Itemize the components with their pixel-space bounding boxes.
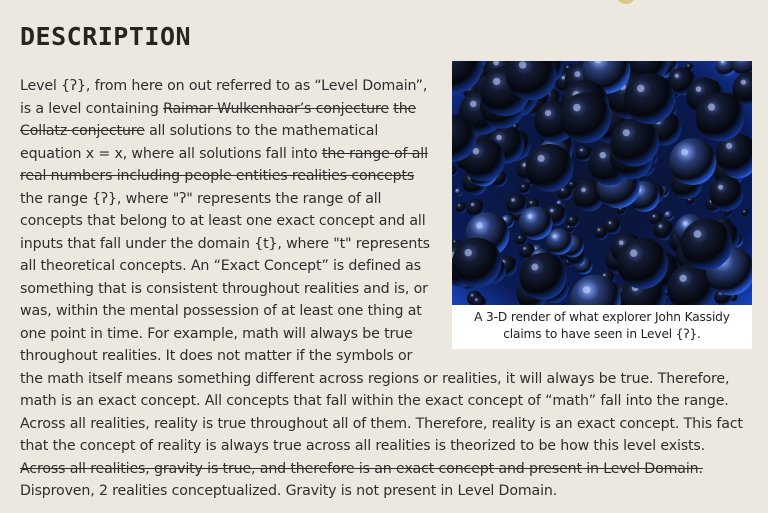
sphere-highlight (743, 211, 745, 213)
sphere-highlight (562, 76, 565, 79)
sphere-highlight (598, 229, 600, 231)
text-run: the range {ʔ}, where "ʔ" represents the range of all concepts that belong to at least one exact concept and all inputs that fall under the domain {t}, where "t" represents all theoretical concepts. An “Exact Concept” is defined as something that is consistent throughout realities and is, or was, within the mental possession of at least one thing at one point in time. For example, math will always be true throughout realities. It does not matter if the symbols or the math itself means something different across regions or realities, it will always be true. Therefore, math is an exact concept. All concepts that fall within the exact concept of “math” fall into the range. Across all realities, reality is true throughout all of them. Therefore, reality is an exact concept. This fact that the concept of reality is always true across all realities is theorized to be how this level exists. (20, 190, 743, 454)
sphere-highlight (553, 234, 557, 238)
sphere-highlight (458, 205, 460, 207)
sphere-highlight (623, 129, 630, 136)
sphere-highlight (681, 149, 688, 156)
sphere-highlight (679, 275, 686, 282)
sphere-highlight (580, 149, 582, 151)
sphere-highlight (471, 294, 473, 296)
sphere (519, 183, 530, 194)
sphere (624, 73, 675, 124)
sphere-highlight (456, 190, 458, 192)
text-run: Level {ʔ}, from here on out referred to as “Level Domain”, is a level containing (20, 78, 428, 117)
sphere-highlight (567, 66, 569, 68)
sphere-highlight (522, 185, 524, 187)
sphere-highlight (694, 230, 702, 238)
sphere-highlight (574, 71, 580, 77)
sphere (669, 138, 716, 185)
sphere-highlight (583, 286, 591, 294)
sphere (681, 219, 732, 270)
sphere (664, 211, 674, 221)
sphere-highlight (511, 198, 514, 201)
sphere-highlight (530, 201, 532, 203)
sphere-highlight (493, 78, 500, 85)
sphere-highlight (708, 103, 715, 110)
sphere-highlight (653, 215, 655, 217)
sphere (605, 218, 621, 234)
sphere (567, 215, 580, 228)
sphere-highlight (527, 214, 532, 219)
sphere (452, 238, 501, 287)
sphere (617, 238, 668, 289)
sphere-highlight (666, 213, 668, 215)
figure (452, 61, 752, 349)
sphere-highlight (573, 104, 581, 112)
sphere-highlight (545, 110, 551, 116)
sphere-highlight (600, 152, 607, 159)
sphere-highlight (619, 240, 624, 245)
sphere-highlight (496, 135, 502, 141)
sphere-highlight (570, 183, 572, 185)
sphere-highlight (683, 221, 688, 226)
sphere (526, 144, 574, 192)
sphere-highlight (687, 65, 689, 67)
sphere-highlight (476, 222, 483, 229)
top-decoration-dot (616, 0, 636, 4)
text-run: Disproven, 2 realities conceptualized. Gravity is not present in Level Domain. (20, 483, 558, 499)
sphere-highlight (659, 225, 662, 228)
sphere-highlight (470, 101, 477, 108)
struck-text: the Collatz conjecture (20, 100, 417, 139)
sphere-highlight (581, 188, 586, 193)
struck-text: the range of all real numbers including people entities realities concepts (20, 145, 428, 184)
sphere-highlight (465, 249, 472, 256)
sphere-highlight (519, 61, 527, 69)
sphere-highlight (531, 264, 538, 271)
sphere-highlight (475, 299, 477, 301)
sphere (546, 228, 572, 254)
sphere-highlight (471, 203, 474, 206)
sphere (454, 188, 462, 196)
sphere-highlight (718, 185, 723, 190)
description-body (20, 75, 752, 503)
sphere (696, 92, 745, 141)
figure-caption: A 3-D render of what explorer John Kassidy claims to have seen in Level {ʔ}. (474, 310, 730, 341)
sphere (560, 93, 611, 144)
spheres-render-image (452, 61, 752, 305)
sphere-highlight (558, 202, 560, 204)
sphere-highlight (561, 189, 563, 191)
sphere-highlight (550, 209, 553, 212)
sphere (742, 209, 750, 217)
sphere-highlight (522, 163, 526, 167)
sphere-highlight (696, 86, 702, 92)
sphere-highlight (675, 74, 679, 78)
sphere-highlight (538, 155, 545, 162)
sphere (455, 202, 466, 213)
struck-text: Raimar Wulkenhaar’s conjecture (163, 100, 389, 117)
sphere-highlight (519, 236, 521, 238)
sphere (709, 177, 743, 211)
sphere (611, 118, 659, 166)
sphere-highlight (630, 249, 638, 257)
sphere-highlight (570, 218, 572, 220)
sphere-highlight (726, 143, 732, 149)
sphere-highlight (454, 241, 456, 243)
sphere-highlight (609, 222, 611, 224)
sphere-highlight (637, 85, 645, 93)
sphere (520, 253, 567, 300)
text-run: all solutions to the mathematical equation x = x, where all solutions fall into (20, 123, 379, 162)
sphere (519, 206, 553, 240)
section-heading: DESCRIPTION (20, 22, 192, 51)
sphere-highlight (741, 80, 746, 85)
sphere-highlight (523, 247, 525, 249)
struck-text: Across all realities, gravity is true, and therefore is an exact concept and present in Level Domain. (20, 460, 703, 477)
sphere-highlight (504, 218, 506, 220)
